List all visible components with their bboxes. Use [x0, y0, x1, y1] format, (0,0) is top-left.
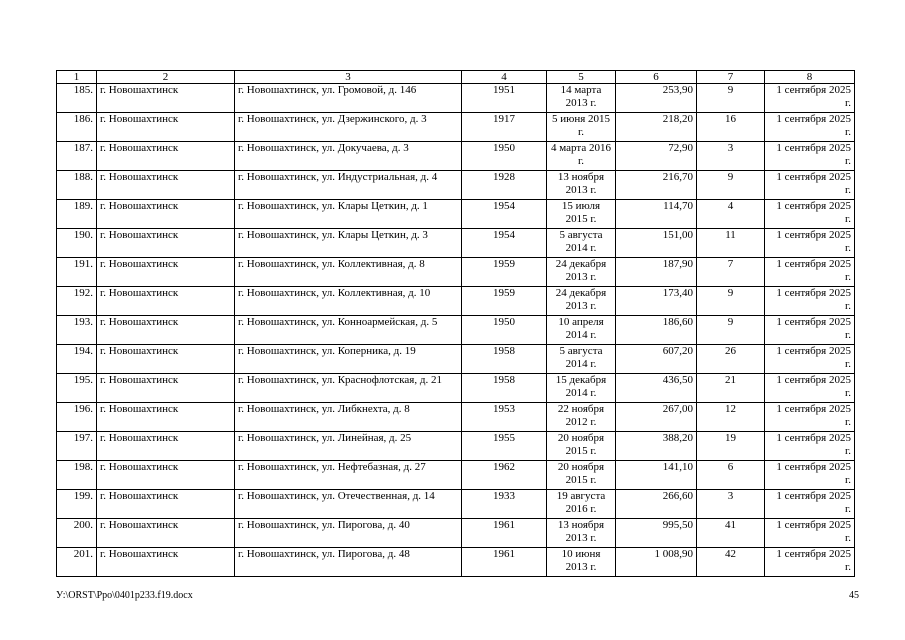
cell-deadline: 1 сентября 2025 г. — [765, 113, 855, 142]
cell-date: 10 июня 2013 г. — [547, 548, 616, 577]
cell-count: 9 — [697, 316, 765, 345]
cell-area: 267,00 — [616, 403, 697, 432]
cell-address: г. Новошахтинск, ул. Отечественная, д. 14 — [235, 490, 462, 519]
cell-date: 10 апреля 2014 г. — [547, 316, 616, 345]
cell-area: 72,90 — [616, 142, 697, 171]
cell-date: 15 декабря 2014 г. — [547, 374, 616, 403]
table-row — [57, 490, 855, 519]
cell-city: г. Новошахтинск — [97, 316, 235, 345]
footer-file-path: У:\ORST\Ppo\0401p233.f19.docx — [56, 590, 193, 601]
table-row — [57, 461, 855, 490]
cell-count: 41 — [697, 519, 765, 548]
cell-year: 1958 — [462, 345, 547, 374]
cell-date: 5 августа 2014 г. — [547, 345, 616, 374]
cell-city: г. Новошахтинск — [97, 403, 235, 432]
data-table — [56, 70, 855, 577]
cell-count: 11 — [697, 229, 765, 258]
cell-date: 22 ноября 2012 г. — [547, 403, 616, 432]
cell-deadline: 1 сентября 2025 г. — [765, 519, 855, 548]
cell-city: г. Новошахтинск — [97, 519, 235, 548]
cell-count: 16 — [697, 113, 765, 142]
cell-area: 266,60 — [616, 490, 697, 519]
cell-year: 1958 — [462, 374, 547, 403]
cell-city: г. Новошахтинск — [97, 345, 235, 374]
cell-address: г. Новошахтинск, ул. Пирогова, д. 40 — [235, 519, 462, 548]
header-col-3: 3 — [235, 71, 462, 84]
table-row — [57, 229, 855, 258]
cell-year: 1961 — [462, 519, 547, 548]
cell-year: 1955 — [462, 432, 547, 461]
cell-area: 151,00 — [616, 229, 697, 258]
table-body — [57, 84, 855, 577]
cell-deadline: 1 сентября 2025 г. — [765, 490, 855, 519]
row-number: 195. — [57, 374, 97, 403]
header-col-6: 6 — [616, 71, 697, 84]
row-number: 187. — [57, 142, 97, 171]
cell-year: 1959 — [462, 287, 547, 316]
cell-area: 186,60 — [616, 316, 697, 345]
row-number: 201. — [57, 548, 97, 577]
cell-deadline: 1 сентября 2025 г. — [765, 200, 855, 229]
cell-area: 436,50 — [616, 374, 697, 403]
cell-date: 5 августа 2014 г. — [547, 229, 616, 258]
row-number: 186. — [57, 113, 97, 142]
cell-date: 4 марта 2016 г. — [547, 142, 616, 171]
row-number: 189. — [57, 200, 97, 229]
cell-deadline: 1 сентября 2025 г. — [765, 287, 855, 316]
cell-area: 1 008,90 — [616, 548, 697, 577]
page-number: 45 — [849, 590, 859, 601]
header-col-1: 1 — [57, 71, 97, 84]
row-number: 192. — [57, 287, 97, 316]
cell-address: г. Новошахтинск, ул. Либкнехта, д. 8 — [235, 403, 462, 432]
cell-date: 20 ноября 2015 г. — [547, 461, 616, 490]
cell-city: г. Новошахтинск — [97, 461, 235, 490]
cell-address: г. Новошахтинск, ул. Дзержинского, д. 3 — [235, 113, 462, 142]
header-col-4: 4 — [462, 71, 547, 84]
cell-deadline: 1 сентября 2025 г. — [765, 345, 855, 374]
table-header — [57, 71, 855, 84]
cell-area: 388,20 — [616, 432, 697, 461]
cell-date: 24 декабря 2013 г. — [547, 287, 616, 316]
cell-area: 141,10 — [616, 461, 697, 490]
cell-address: г. Новошахтинск, ул. Линейная, д. 25 — [235, 432, 462, 461]
cell-city: г. Новошахтинск — [97, 113, 235, 142]
cell-count: 42 — [697, 548, 765, 577]
table-row — [57, 287, 855, 316]
cell-city: г. Новошахтинск — [97, 229, 235, 258]
cell-date: 13 ноября 2013 г. — [547, 171, 616, 200]
table-row — [57, 200, 855, 229]
table-row — [57, 113, 855, 142]
cell-year: 1954 — [462, 200, 547, 229]
cell-deadline: 1 сентября 2025 г. — [765, 548, 855, 577]
cell-address: г. Новошахтинск, ул. Клары Цеткин, д. 1 — [235, 200, 462, 229]
table-row — [57, 142, 855, 171]
cell-deadline: 1 сентября 2025 г. — [765, 432, 855, 461]
row-number: 193. — [57, 316, 97, 345]
cell-date: 24 декабря 2013 г. — [547, 258, 616, 287]
cell-address: г. Новошахтинск, ул. Нефтебазная, д. 27 — [235, 461, 462, 490]
cell-deadline: 1 сентября 2025 г. — [765, 316, 855, 345]
cell-city: г. Новошахтинск — [97, 432, 235, 461]
row-number: 198. — [57, 461, 97, 490]
cell-count: 9 — [697, 287, 765, 316]
cell-deadline: 1 сентября 2025 г. — [765, 84, 855, 113]
cell-deadline: 1 сентября 2025 г. — [765, 403, 855, 432]
cell-address: г. Новошахтинск, ул. Клары Цеткин, д. 3 — [235, 229, 462, 258]
cell-year: 1933 — [462, 490, 547, 519]
cell-city: г. Новошахтинск — [97, 287, 235, 316]
cell-area: 114,70 — [616, 200, 697, 229]
cell-address: г. Новошахтинск, ул. Коллективная, д. 8 — [235, 258, 462, 287]
cell-count: 12 — [697, 403, 765, 432]
cell-address: г. Новошахтинск, ул. Индустриальная, д. 4 — [235, 171, 462, 200]
cell-year: 1953 — [462, 403, 547, 432]
table-row — [57, 84, 855, 113]
cell-year: 1954 — [462, 229, 547, 258]
cell-date: 15 июля 2015 г. — [547, 200, 616, 229]
cell-year: 1961 — [462, 548, 547, 577]
cell-city: г. Новошахтинск — [97, 84, 235, 113]
row-number: 190. — [57, 229, 97, 258]
cell-city: г. Новошахтинск — [97, 258, 235, 287]
cell-count: 9 — [697, 171, 765, 200]
table-row — [57, 171, 855, 200]
cell-year: 1959 — [462, 258, 547, 287]
cell-address: г. Новошахтинск, ул. Коллективная, д. 10 — [235, 287, 462, 316]
cell-address: г. Новошахтинск, ул. Конноармейская, д. 5 — [235, 316, 462, 345]
cell-year: 1962 — [462, 461, 547, 490]
cell-address: г. Новошахтинск, ул. Краснофлотская, д. 21 — [235, 374, 462, 403]
cell-year: 1917 — [462, 113, 547, 142]
row-number: 197. — [57, 432, 97, 461]
cell-count: 4 — [697, 200, 765, 229]
cell-city: г. Новошахтинск — [97, 490, 235, 519]
cell-count: 26 — [697, 345, 765, 374]
row-number: 191. — [57, 258, 97, 287]
table-row — [57, 316, 855, 345]
cell-date: 19 августа 2016 г. — [547, 490, 616, 519]
cell-date: 20 ноября 2015 г. — [547, 432, 616, 461]
cell-area: 173,40 — [616, 287, 697, 316]
cell-area: 218,20 — [616, 113, 697, 142]
cell-city: г. Новошахтинск — [97, 142, 235, 171]
cell-date: 13 ноября 2013 г. — [547, 519, 616, 548]
cell-count: 6 — [697, 461, 765, 490]
cell-address: г. Новошахтинск, ул. Пирогова, д. 48 — [235, 548, 462, 577]
cell-deadline: 1 сентября 2025 г. — [765, 142, 855, 171]
table-row — [57, 374, 855, 403]
cell-year: 1951 — [462, 84, 547, 113]
table-row — [57, 345, 855, 374]
cell-address: г. Новошахтинск, ул. Коперника, д. 19 — [235, 345, 462, 374]
row-number: 199. — [57, 490, 97, 519]
row-number: 196. — [57, 403, 97, 432]
cell-area: 253,90 — [616, 84, 697, 113]
cell-count: 3 — [697, 142, 765, 171]
cell-year: 1950 — [462, 142, 547, 171]
row-number: 188. — [57, 171, 97, 200]
cell-deadline: 1 сентября 2025 г. — [765, 171, 855, 200]
cell-deadline: 1 сентября 2025 г. — [765, 374, 855, 403]
cell-city: г. Новошахтинск — [97, 171, 235, 200]
table-row — [57, 548, 855, 577]
cell-area: 607,20 — [616, 345, 697, 374]
cell-deadline: 1 сентября 2025 г. — [765, 461, 855, 490]
cell-count: 3 — [697, 490, 765, 519]
cell-deadline: 1 сентября 2025 г. — [765, 229, 855, 258]
header-col-7: 7 — [697, 71, 765, 84]
table-row — [57, 403, 855, 432]
cell-year: 1928 — [462, 171, 547, 200]
row-number: 194. — [57, 345, 97, 374]
table-row — [57, 519, 855, 548]
row-number: 185. — [57, 84, 97, 113]
header-col-2: 2 — [97, 71, 235, 84]
cell-area: 995,50 — [616, 519, 697, 548]
cell-area: 216,70 — [616, 171, 697, 200]
cell-address: г. Новошахтинск, ул. Докучаева, д. 3 — [235, 142, 462, 171]
cell-count: 9 — [697, 84, 765, 113]
cell-city: г. Новошахтинск — [97, 200, 235, 229]
table-row — [57, 258, 855, 287]
cell-year: 1950 — [462, 316, 547, 345]
row-number: 200. — [57, 519, 97, 548]
cell-deadline: 1 сентября 2025 г. — [765, 258, 855, 287]
cell-area: 187,90 — [616, 258, 697, 287]
cell-count: 7 — [697, 258, 765, 287]
table-row — [57, 432, 855, 461]
cell-date: 5 июня 2015 г. — [547, 113, 616, 142]
cell-city: г. Новошахтинск — [97, 374, 235, 403]
header-col-5: 5 — [547, 71, 616, 84]
cell-date: 14 марта 2013 г. — [547, 84, 616, 113]
cell-city: г. Новошахтинск — [97, 548, 235, 577]
cell-address: г. Новошахтинск, ул. Громовой, д. 146 — [235, 84, 462, 113]
cell-count: 19 — [697, 432, 765, 461]
header-col-8: 8 — [765, 71, 855, 84]
cell-count: 21 — [697, 374, 765, 403]
